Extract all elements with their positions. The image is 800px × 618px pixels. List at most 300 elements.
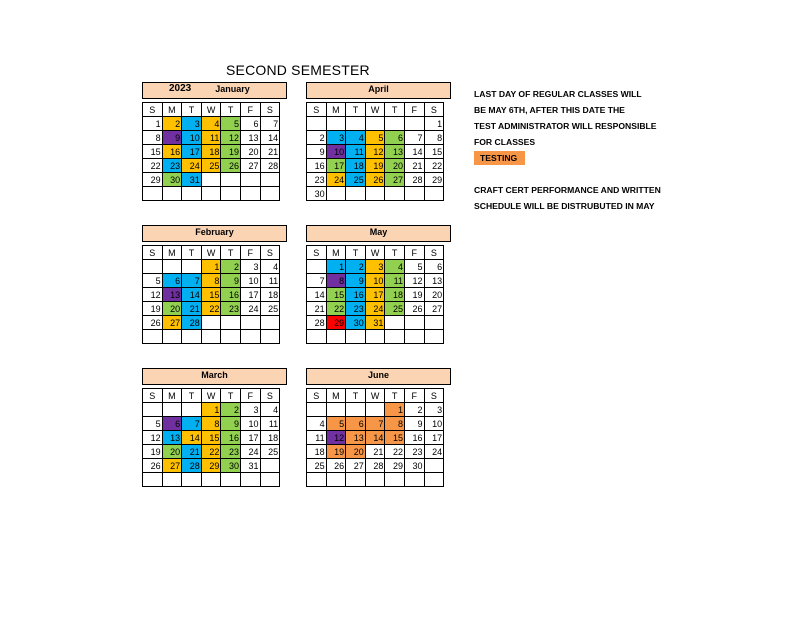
month-name: April — [368, 84, 389, 94]
week-row — [307, 288, 444, 302]
empty-cell — [385, 316, 405, 330]
weekday-row — [307, 103, 444, 117]
week-row — [143, 145, 280, 159]
day-cell: 22 — [143, 159, 163, 173]
empty-cell — [221, 173, 241, 187]
empty-cell — [346, 473, 366, 487]
empty-cell — [326, 473, 346, 487]
day-cell: 26 — [326, 459, 346, 473]
day-cell: 25 — [260, 302, 280, 316]
empty-cell — [240, 316, 260, 330]
week-row — [307, 302, 444, 316]
weekday-label: S — [307, 389, 327, 403]
weekday-row — [143, 389, 280, 403]
empty-cell — [307, 473, 327, 487]
week-row — [307, 459, 444, 473]
calendar-grid — [142, 388, 280, 487]
day-cell: 18 — [260, 288, 280, 302]
empty-cell — [260, 459, 280, 473]
day-cell: 10 — [424, 417, 444, 431]
day-cell: 24 — [365, 302, 385, 316]
day-cell: 29 — [326, 316, 346, 330]
day-cell: 16 — [221, 288, 241, 302]
day-cell: 25 — [260, 445, 280, 459]
week-row — [143, 431, 280, 445]
empty-cell — [162, 403, 182, 417]
day-cell: 13 — [162, 288, 182, 302]
day-cell: 14 — [307, 288, 327, 302]
month-header — [142, 82, 287, 99]
day-cell: 13 — [162, 431, 182, 445]
empty-cell — [260, 187, 280, 201]
empty-cell — [201, 473, 221, 487]
weekday-label: T — [182, 103, 202, 117]
week-row — [143, 187, 280, 201]
weekday-label: T — [182, 389, 202, 403]
empty-cell — [307, 330, 327, 344]
day-cell: 23 — [221, 302, 241, 316]
weekday-label: S — [307, 103, 327, 117]
day-cell: 12 — [143, 431, 163, 445]
empty-cell — [346, 403, 366, 417]
day-cell: 9 — [404, 417, 424, 431]
empty-cell — [143, 187, 163, 201]
empty-cell — [346, 187, 366, 201]
day-cell: 13 — [424, 274, 444, 288]
day-cell: 1 — [201, 403, 221, 417]
week-row — [307, 431, 444, 445]
day-cell: 20 — [162, 445, 182, 459]
day-cell: 18 — [385, 288, 405, 302]
calendar-may — [306, 225, 451, 344]
day-cell: 30 — [221, 459, 241, 473]
week-row — [143, 473, 280, 487]
empty-cell — [201, 187, 221, 201]
day-cell: 21 — [182, 445, 202, 459]
empty-cell — [365, 473, 385, 487]
testing-legend-badge: TESTING — [474, 151, 525, 165]
calendar-january — [142, 82, 287, 201]
day-cell: 7 — [307, 274, 327, 288]
day-cell: 26 — [143, 316, 163, 330]
day-cell: 17 — [240, 431, 260, 445]
empty-cell — [201, 173, 221, 187]
day-cell: 1 — [326, 260, 346, 274]
empty-cell — [240, 173, 260, 187]
empty-cell — [424, 316, 444, 330]
weekday-label: S — [424, 246, 444, 260]
calendar-grid — [306, 388, 444, 487]
weekday-label: W — [201, 389, 221, 403]
day-cell: 3 — [365, 260, 385, 274]
day-cell: 26 — [221, 159, 241, 173]
day-cell: 4 — [307, 417, 327, 431]
day-cell: 2 — [307, 131, 327, 145]
week-row — [143, 403, 280, 417]
day-cell: 19 — [404, 288, 424, 302]
empty-cell — [385, 330, 405, 344]
day-cell: 13 — [385, 145, 405, 159]
empty-cell — [404, 316, 424, 330]
week-row — [143, 330, 280, 344]
note-line: CRAFT CERT PERFORMANCE AND WRITTEN — [474, 185, 661, 195]
week-row — [307, 131, 444, 145]
empty-cell — [162, 187, 182, 201]
week-row — [143, 117, 280, 131]
day-cell: 23 — [162, 159, 182, 173]
day-cell: 5 — [221, 117, 241, 131]
week-row — [143, 417, 280, 431]
day-cell: 22 — [424, 159, 444, 173]
day-cell: 29 — [385, 459, 405, 473]
calendar-grid — [306, 245, 444, 344]
empty-cell — [260, 316, 280, 330]
empty-cell — [240, 187, 260, 201]
day-cell: 4 — [385, 260, 405, 274]
empty-cell — [365, 187, 385, 201]
calendar-june — [306, 368, 451, 487]
week-row — [307, 473, 444, 487]
weekday-label: S — [143, 389, 163, 403]
empty-cell — [326, 403, 346, 417]
week-row — [143, 274, 280, 288]
day-cell: 8 — [385, 417, 405, 431]
empty-cell — [326, 330, 346, 344]
empty-cell — [346, 330, 366, 344]
week-row — [307, 330, 444, 344]
day-cell: 1 — [143, 117, 163, 131]
day-cell: 2 — [404, 403, 424, 417]
day-cell: 5 — [404, 260, 424, 274]
day-cell: 11 — [346, 145, 366, 159]
day-cell: 4 — [346, 131, 366, 145]
day-cell: 12 — [326, 431, 346, 445]
empty-cell — [424, 187, 444, 201]
empty-cell — [346, 117, 366, 131]
day-cell: 7 — [182, 274, 202, 288]
day-cell: 21 — [404, 159, 424, 173]
empty-cell — [182, 330, 202, 344]
day-cell: 8 — [143, 131, 163, 145]
day-cell: 10 — [365, 274, 385, 288]
empty-cell — [404, 473, 424, 487]
empty-cell — [182, 403, 202, 417]
day-cell: 2 — [162, 117, 182, 131]
empty-cell — [221, 330, 241, 344]
day-cell: 28 — [260, 159, 280, 173]
day-cell: 20 — [346, 445, 366, 459]
day-cell: 10 — [326, 145, 346, 159]
day-cell: 5 — [143, 274, 163, 288]
empty-cell — [424, 473, 444, 487]
empty-cell — [365, 330, 385, 344]
day-cell: 20 — [240, 145, 260, 159]
day-cell: 3 — [182, 117, 202, 131]
empty-cell — [424, 330, 444, 344]
day-cell: 9 — [162, 131, 182, 145]
day-cell: 9 — [307, 145, 327, 159]
day-cell: 7 — [182, 417, 202, 431]
month-header — [306, 368, 451, 385]
day-cell: 9 — [346, 274, 366, 288]
day-cell: 8 — [201, 417, 221, 431]
weekday-row — [307, 389, 444, 403]
weekday-row — [143, 246, 280, 260]
day-cell: 6 — [162, 417, 182, 431]
empty-cell — [307, 260, 327, 274]
weekday-label: S — [143, 103, 163, 117]
day-cell: 24 — [424, 445, 444, 459]
day-cell: 14 — [260, 131, 280, 145]
weekday-label: S — [307, 246, 327, 260]
day-cell: 22 — [201, 445, 221, 459]
notes-panel — [474, 86, 661, 214]
calendar-april — [306, 82, 451, 201]
day-cell: 18 — [260, 431, 280, 445]
weekday-label: M — [326, 389, 346, 403]
weekday-label: S — [424, 389, 444, 403]
day-cell: 12 — [365, 145, 385, 159]
day-cell: 22 — [326, 302, 346, 316]
note-line: TEST ADMINISTRATOR WILL RESPONSIBLE — [474, 121, 657, 131]
day-cell: 27 — [162, 316, 182, 330]
week-row — [307, 403, 444, 417]
empty-cell — [385, 187, 405, 201]
week-row — [143, 173, 280, 187]
day-cell: 28 — [182, 459, 202, 473]
empty-cell — [365, 117, 385, 131]
empty-cell — [260, 330, 280, 344]
day-cell: 1 — [424, 117, 444, 131]
day-cell: 27 — [385, 173, 405, 187]
week-row — [307, 445, 444, 459]
weekday-label: T — [346, 246, 366, 260]
note-line: LAST DAY OF REGULAR CLASSES WILL — [474, 89, 642, 99]
empty-cell — [143, 330, 163, 344]
day-cell: 1 — [201, 260, 221, 274]
weekday-label: S — [260, 103, 280, 117]
day-cell: 19 — [143, 302, 163, 316]
day-cell: 25 — [201, 159, 221, 173]
day-cell: 9 — [221, 274, 241, 288]
empty-cell — [240, 330, 260, 344]
month-name: May — [369, 227, 388, 237]
weekday-label: T — [346, 103, 366, 117]
weekday-label: F — [240, 103, 260, 117]
day-cell: 10 — [240, 417, 260, 431]
day-cell: 31 — [240, 459, 260, 473]
day-cell: 22 — [385, 445, 405, 459]
empty-cell — [182, 473, 202, 487]
day-cell: 3 — [240, 260, 260, 274]
calendar-grid — [142, 102, 280, 201]
empty-cell — [201, 330, 221, 344]
week-row — [143, 131, 280, 145]
day-cell: 25 — [346, 173, 366, 187]
day-cell: 19 — [143, 445, 163, 459]
day-cell: 16 — [162, 145, 182, 159]
day-cell: 27 — [346, 459, 366, 473]
day-cell: 11 — [260, 274, 280, 288]
week-row — [143, 316, 280, 330]
empty-cell — [143, 403, 163, 417]
day-cell: 26 — [143, 459, 163, 473]
calendar-february — [142, 225, 287, 344]
month-header — [306, 82, 451, 99]
day-cell: 18 — [307, 445, 327, 459]
week-row — [307, 274, 444, 288]
day-cell: 9 — [221, 417, 241, 431]
weekday-label: T — [346, 389, 366, 403]
day-cell: 28 — [182, 316, 202, 330]
day-cell: 16 — [221, 431, 241, 445]
note-line: FOR CLASSES — [474, 137, 536, 147]
empty-cell — [307, 403, 327, 417]
empty-cell — [162, 330, 182, 344]
day-cell: 12 — [221, 131, 241, 145]
day-cell: 30 — [162, 173, 182, 187]
day-cell: 6 — [385, 131, 405, 145]
day-cell: 24 — [240, 445, 260, 459]
weekday-label: M — [162, 389, 182, 403]
week-row — [143, 260, 280, 274]
day-cell: 25 — [307, 459, 327, 473]
empty-cell — [201, 316, 221, 330]
empty-cell — [326, 187, 346, 201]
day-cell: 6 — [346, 417, 366, 431]
day-cell: 30 — [346, 316, 366, 330]
day-cell: 8 — [326, 274, 346, 288]
day-cell: 30 — [404, 459, 424, 473]
week-row — [143, 288, 280, 302]
day-cell: 28 — [404, 173, 424, 187]
empty-cell — [143, 260, 163, 274]
day-cell: 10 — [182, 131, 202, 145]
day-cell: 30 — [307, 187, 327, 201]
week-row — [307, 260, 444, 274]
day-cell: 18 — [201, 145, 221, 159]
empty-cell — [424, 459, 444, 473]
day-cell: 21 — [365, 445, 385, 459]
day-cell: 26 — [404, 302, 424, 316]
day-cell: 15 — [201, 431, 221, 445]
day-cell: 16 — [346, 288, 366, 302]
day-cell: 31 — [365, 316, 385, 330]
year-label: 2023 — [169, 83, 192, 94]
day-cell: 17 — [240, 288, 260, 302]
day-cell: 14 — [404, 145, 424, 159]
day-cell: 22 — [201, 302, 221, 316]
day-cell: 27 — [162, 459, 182, 473]
day-cell: 16 — [404, 431, 424, 445]
weekday-label: M — [326, 246, 346, 260]
day-cell: 8 — [201, 274, 221, 288]
day-cell: 20 — [162, 302, 182, 316]
empty-cell — [221, 473, 241, 487]
day-cell: 15 — [385, 431, 405, 445]
day-cell: 21 — [260, 145, 280, 159]
weekday-label: W — [365, 103, 385, 117]
day-cell: 12 — [143, 288, 163, 302]
weekday-label: W — [365, 389, 385, 403]
weekday-label: T — [182, 246, 202, 260]
month-name: June — [367, 370, 389, 380]
day-cell: 5 — [143, 417, 163, 431]
weekday-label: F — [240, 389, 260, 403]
empty-cell — [162, 473, 182, 487]
day-cell: 2 — [221, 260, 241, 274]
day-cell: 3 — [240, 403, 260, 417]
week-row — [143, 302, 280, 316]
day-cell: 3 — [326, 131, 346, 145]
day-cell: 24 — [182, 159, 202, 173]
week-row — [307, 187, 444, 201]
weekday-row — [307, 246, 444, 260]
empty-cell — [221, 187, 241, 201]
empty-cell — [240, 473, 260, 487]
day-cell: 29 — [424, 173, 444, 187]
week-row — [307, 159, 444, 173]
weekday-label: W — [201, 246, 221, 260]
day-cell: 13 — [240, 131, 260, 145]
day-cell: 24 — [326, 173, 346, 187]
day-cell: 4 — [260, 260, 280, 274]
day-cell: 4 — [260, 403, 280, 417]
empty-cell — [182, 187, 202, 201]
day-cell: 5 — [326, 417, 346, 431]
day-cell: 28 — [307, 316, 327, 330]
day-cell: 23 — [221, 445, 241, 459]
day-cell: 14 — [182, 288, 202, 302]
day-cell: 13 — [346, 431, 366, 445]
day-cell: 25 — [385, 302, 405, 316]
day-cell: 27 — [240, 159, 260, 173]
day-cell: 6 — [240, 117, 260, 131]
month-header — [142, 225, 287, 242]
week-row — [307, 316, 444, 330]
empty-cell — [182, 260, 202, 274]
weekday-label: M — [162, 246, 182, 260]
day-cell: 6 — [424, 260, 444, 274]
day-cell: 23 — [346, 302, 366, 316]
week-row — [307, 417, 444, 431]
week-row — [143, 159, 280, 173]
day-cell: 19 — [221, 145, 241, 159]
day-cell: 15 — [326, 288, 346, 302]
day-cell: 20 — [424, 288, 444, 302]
day-cell: 17 — [424, 431, 444, 445]
month-name: February — [195, 227, 234, 237]
weekday-label: T — [221, 103, 241, 117]
month-name: March — [201, 370, 228, 380]
empty-cell — [326, 117, 346, 131]
weekday-label: W — [201, 103, 221, 117]
week-row — [307, 173, 444, 187]
weekday-label: S — [260, 246, 280, 260]
day-cell: 21 — [307, 302, 327, 316]
weekday-label: M — [162, 103, 182, 117]
empty-cell — [385, 473, 405, 487]
weekday-label: S — [260, 389, 280, 403]
day-cell: 15 — [201, 288, 221, 302]
day-cell: 7 — [260, 117, 280, 131]
day-cell: 28 — [365, 459, 385, 473]
day-cell: 17 — [326, 159, 346, 173]
empty-cell — [260, 473, 280, 487]
day-cell: 24 — [240, 302, 260, 316]
day-cell: 18 — [346, 159, 366, 173]
day-cell: 26 — [365, 173, 385, 187]
